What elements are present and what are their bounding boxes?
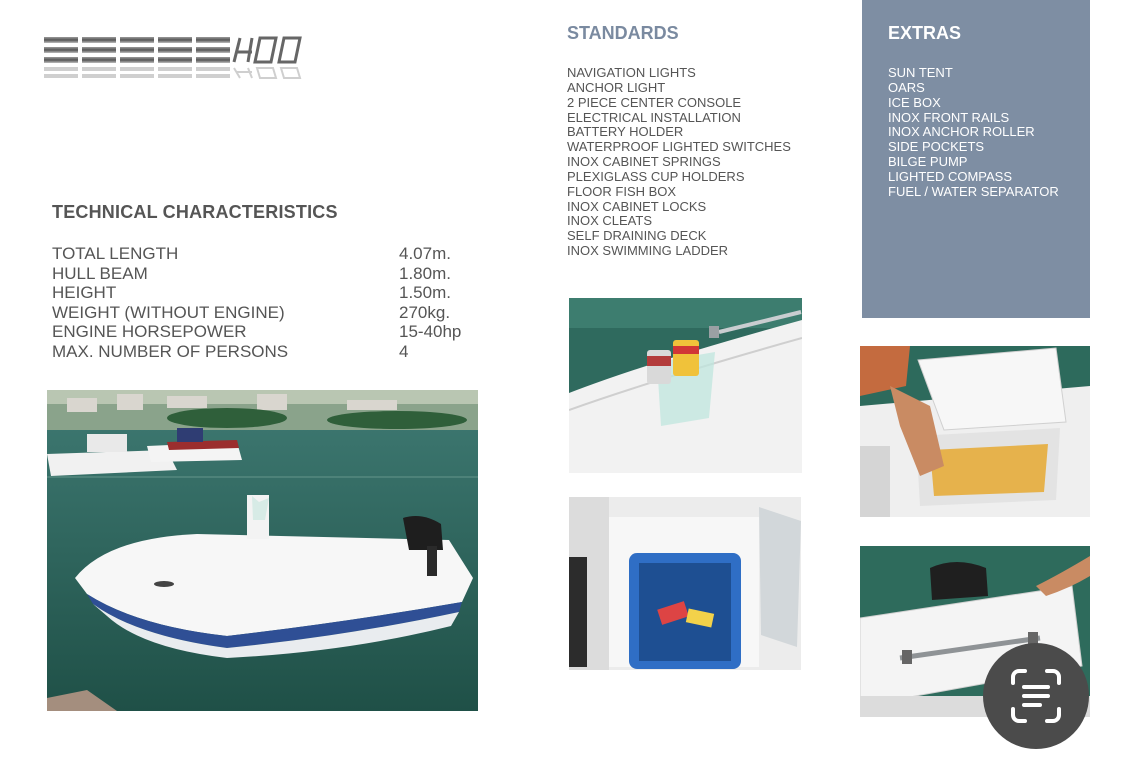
spec-value: 4 <box>399 341 409 361</box>
extra-item: INOX ANCHOR ROLLER <box>888 124 1035 140</box>
standards-title: STANDARDS <box>567 23 679 43</box>
extras-list <box>888 66 1059 200</box>
standard-item: INOX CLEATS <box>567 213 653 229</box>
cup-holder-photo <box>569 298 802 473</box>
standard-item: SELF DRAINING DECK <box>567 228 707 244</box>
spec-row <box>52 244 492 264</box>
spec-label: ENGINE HORSEPOWER <box>52 322 247 341</box>
spec-row <box>52 264 492 284</box>
brand-logo-icon <box>42 30 312 90</box>
extra-item: FUEL / WATER SEPARATOR <box>888 183 1059 199</box>
spec-row <box>52 322 492 342</box>
standard-item: FLOOR FISH BOX <box>567 183 677 199</box>
spec-row <box>52 303 492 323</box>
text-scan-button[interactable] <box>983 643 1089 749</box>
extra-item: ICE BOX <box>888 94 941 110</box>
extra-item: BILGE PUMP <box>888 154 968 170</box>
standard-item: NAVIGATION LIGHTS <box>567 65 696 80</box>
brand-logo <box>42 30 312 90</box>
spec-row <box>52 342 492 362</box>
standard-item: 2 PIECE CENTER CONSOLE <box>567 94 742 110</box>
standard-item: BATTERY HOLDER <box>567 124 684 140</box>
standard-item: ELECTRICAL INSTALLATION <box>567 109 741 125</box>
standard-item: INOX CABINET LOCKS <box>567 198 707 214</box>
extra-item: SUN TENT <box>888 65 953 80</box>
standard-item: PLEXIGLASS CUP HOLDERS <box>567 168 745 184</box>
spec-label: HULL BEAM <box>52 263 148 283</box>
spec-row <box>52 283 492 303</box>
spec-label: TOTAL LENGTH <box>52 244 179 263</box>
cooler-photo <box>569 497 801 670</box>
spec-label: WEIGHT (WITHOUT ENGINE) <box>52 302 285 322</box>
standard-item: ANCHOR LIGHT <box>567 79 666 95</box>
text-scan-icon <box>983 643 1089 749</box>
spec-label: HEIGHT <box>52 283 117 302</box>
spec-value: 1.50m. <box>399 283 451 302</box>
standards-list <box>567 66 791 259</box>
extra-item: OARS <box>888 79 925 95</box>
standard-item: WATERPROOF LIGHTED SWITCHES <box>567 139 791 155</box>
extra-item: INOX FRONT RAILS <box>888 109 1010 125</box>
extra-item: LIGHTED COMPASS <box>888 168 1013 184</box>
boat-main-photo <box>47 390 478 711</box>
spec-value: 1.80m. <box>399 263 451 283</box>
storage-hatch-photo <box>860 346 1090 517</box>
spec-value: 270kg. <box>399 302 451 322</box>
technical-title: TECHNICAL CHARACTERISTICS <box>52 202 338 222</box>
standard-item: INOX CABINET SPRINGS <box>567 154 721 170</box>
standard-item: INOX SWIMMING LADDER <box>567 243 729 259</box>
technical-table <box>52 244 492 361</box>
extra-item: SIDE POCKETS <box>888 139 985 155</box>
spec-value: 15-40hp <box>399 322 462 341</box>
spec-label: MAX. NUMBER OF PERSONS <box>52 341 289 361</box>
spec-value: 4.07m. <box>399 244 451 263</box>
extras-title: EXTRAS <box>888 23 962 43</box>
